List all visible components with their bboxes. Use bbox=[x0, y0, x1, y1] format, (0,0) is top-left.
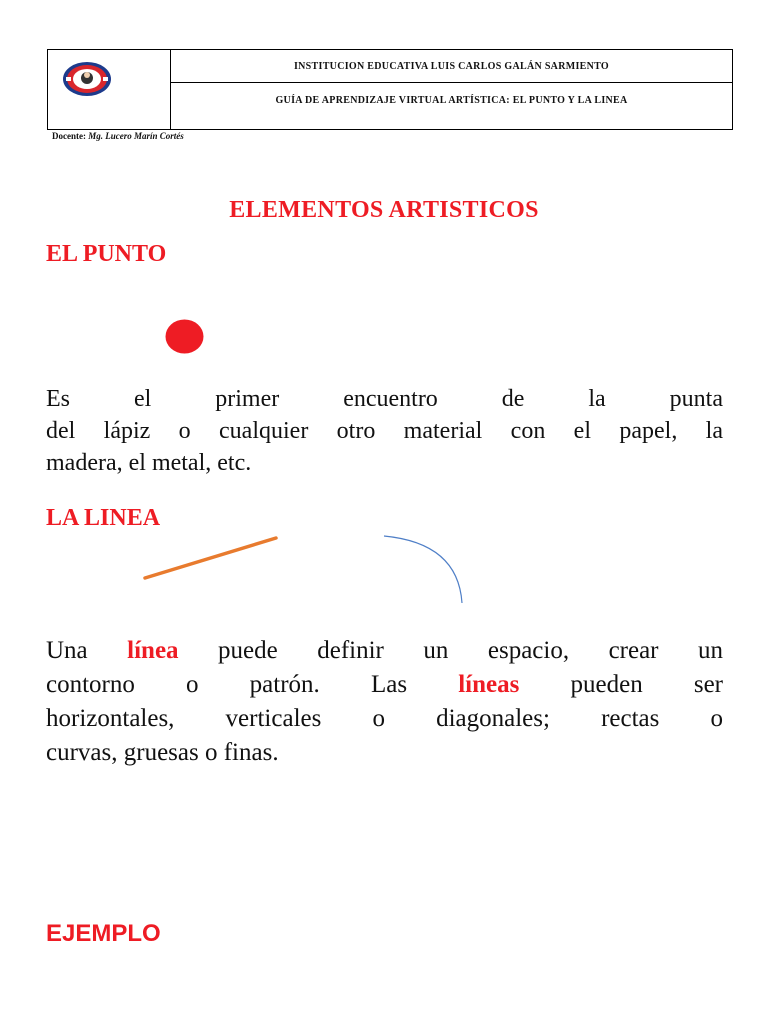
linea-heading: LA LINEA bbox=[46, 505, 161, 531]
curved-line-example bbox=[384, 536, 462, 603]
highlight-linea: línea bbox=[127, 637, 179, 664]
text-fragment: puede definir un espacio, crear un bbox=[178, 637, 724, 664]
punto-line-1: Es el primer encuentro de la punta bbox=[46, 386, 723, 412]
text-fragment: pueden ser bbox=[519, 671, 723, 698]
linea-line-2 bbox=[46, 668, 723, 702]
linea-line-1 bbox=[46, 634, 723, 668]
main-title: ELEMENTOS ARTISTICOS bbox=[229, 197, 539, 223]
text-fragment: Una bbox=[46, 637, 128, 664]
highlight-lineas: líneas bbox=[458, 671, 520, 698]
straight-line-example bbox=[145, 538, 276, 578]
institution-name: INSTITUCION EDUCATIVA LUIS CARLOS GALÁN SARMIENTO bbox=[171, 50, 732, 83]
docente-label: Docente: bbox=[52, 131, 86, 141]
linea-line-4: curvas, gruesas o finas. bbox=[46, 739, 279, 766]
linea-paragraph bbox=[46, 634, 723, 770]
punto-heading: EL PUNTO bbox=[46, 241, 167, 267]
guide-title: GUÍA DE APRENDIZAJE VIRTUAL ARTÍSTICA: EL PUNTO Y LA LINEA bbox=[275, 94, 628, 106]
punto-line-2: del lápiz o cualquier otro material con el papel, la bbox=[46, 418, 723, 444]
linea-line-3: horizontales, verticales o diagonales; rectas o bbox=[46, 705, 723, 732]
punto-line-3: madera, el metal, etc. bbox=[46, 450, 252, 476]
docente-name: Mg. Lucero Marín Cortés bbox=[88, 131, 184, 141]
ejemplo-heading: EJEMPLO bbox=[46, 920, 161, 947]
text-fragment: contorno o patrón. Las bbox=[46, 671, 459, 698]
logo-cell bbox=[48, 50, 171, 129]
red-dot-illustration bbox=[165, 319, 204, 354]
line-illustrations bbox=[130, 525, 480, 615]
school-logo-icon bbox=[62, 61, 112, 97]
docente-line bbox=[52, 131, 184, 141]
header-table bbox=[47, 49, 733, 130]
punto-paragraph bbox=[46, 383, 723, 479]
